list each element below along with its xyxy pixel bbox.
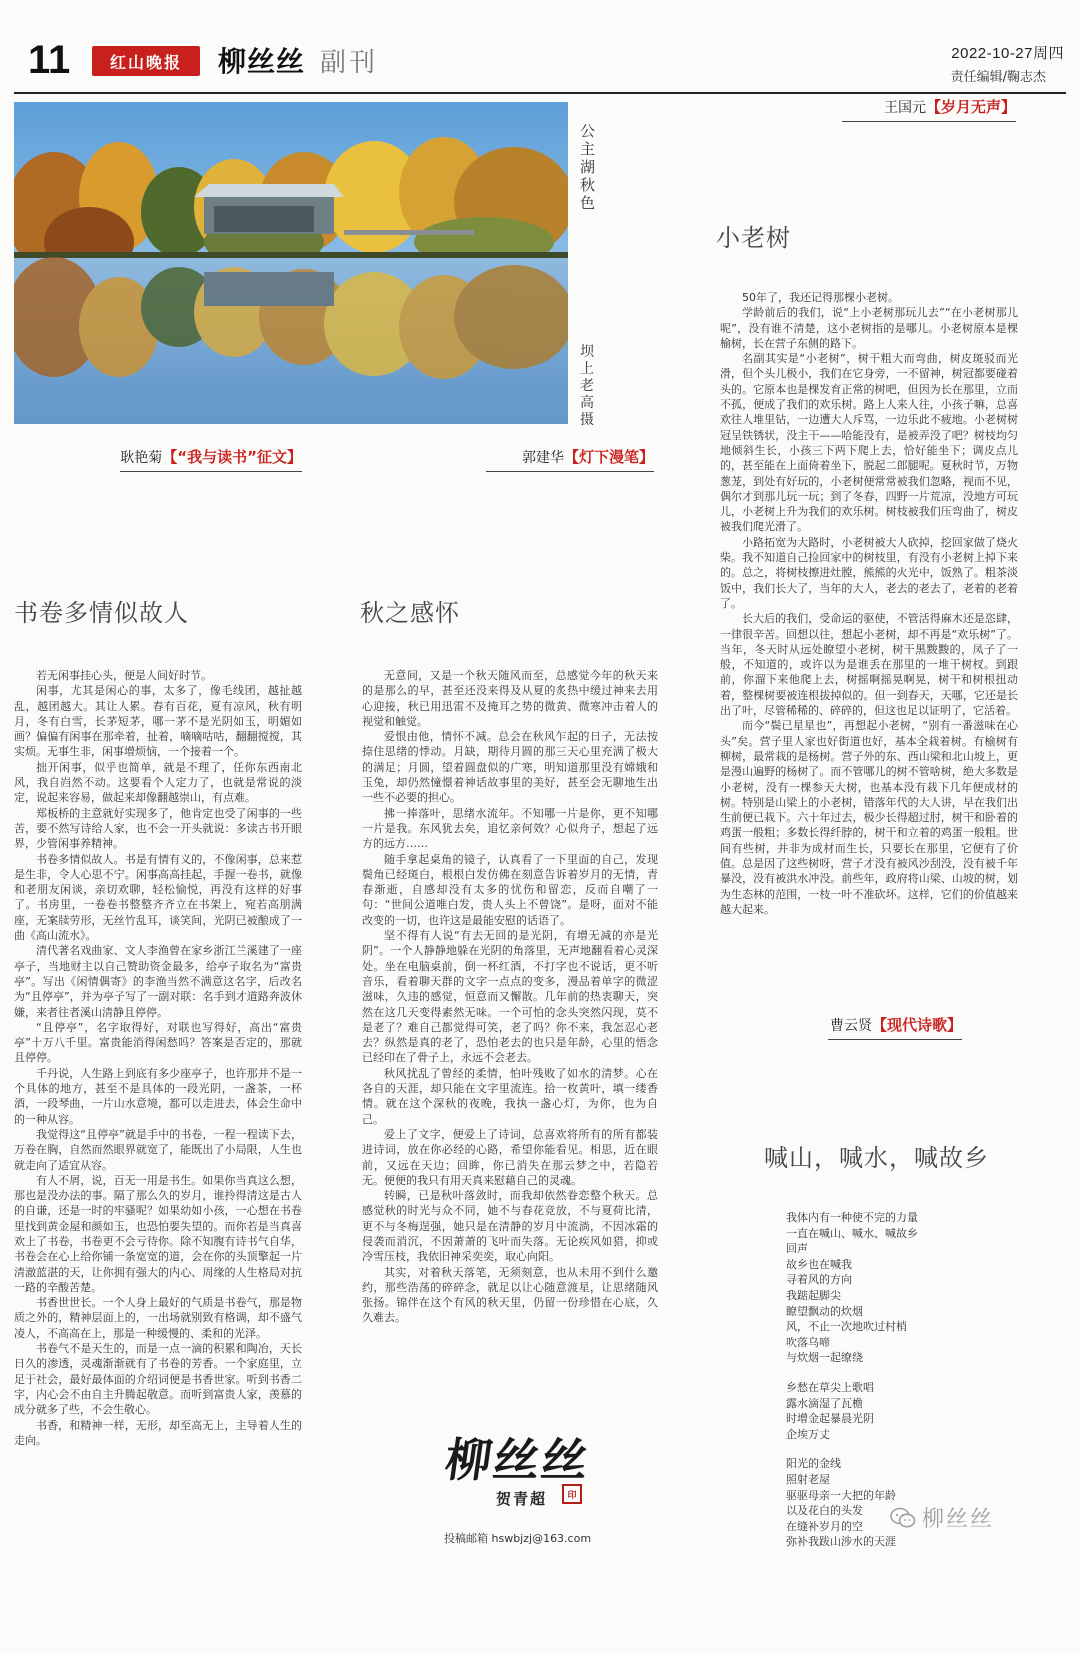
paragraph: 书香世世长。一个人身上最好的气质是书卷气，那是物质之外的，精神层面上的，一出场就别致有格调，却不盛气凌人，不高高在上，那是一种缓慢的、柔和的光泽。 <box>14 1296 302 1340</box>
section-subtitle: 副刊 <box>320 48 379 78</box>
section-title: 柳丝丝 <box>218 45 306 78</box>
paragraph: 学龄前后的我们，说“上小老树那玩儿去”“在小老树那儿呢”，没有谁不清楚，这小老树指的是哪儿。小老树原本是棵榆树，长在营子东侧的路下。 <box>720 306 1018 350</box>
poem-line: 乡愁在草尖上歌唱 <box>786 1380 874 1394</box>
paragraph: 转瞬，已是秋叶落敛时，而我却依然眷恋整个秋天。总感觉秋的时光与众不同，她不与春花竞放，不与夏荷比清，更不与冬梅逞强，她只是在清静的岁月中流淌，不因冰霜的侵袭而消沉，不因萧萧的飞叶而失落。无论疾风如猎，抑或冷雪压枝，我依旧神采奕奕，取心向阳。 <box>362 1189 658 1264</box>
paragraph: 坚不得有人说“有去无回的是光阴，有增无减的亦是光阴”。一个人静静地躲在光阴的角落里，无声地翻看着心灵深处。坐在电脑桌前，倒一杯红酒，不打字也不说话，更不听音乐，看着聊天群的文字一点点的变多，漫品着单字的微涩滋味，久违的感觉，恒意而又懈散。几年前的热衷聊天，突然在这几天变得素然无味。一个可怕的念头突然闪现，莫不是老了？难自己都觉得可笑，老了吗？你不来，我怎忍心老去？纵然是真的老了，恐怕老去的也只是年龄，心里的悟念已经印在了骨子上，永远不会老去。 <box>362 929 658 1065</box>
byline-column: 【灯下漫笔】 <box>563 448 654 466</box>
article-title-autumn: 秋之感怀 <box>360 599 460 627</box>
article-title-little-old-tree: 小老树 <box>716 224 791 252</box>
byline-column: 【“我与读书”征文】 <box>162 448 302 466</box>
paragraph: 秋风扰乱了曾经的柔情，怕叶残败了如水的清梦。心在各自的天涯，却只能在文字里流连。拾一枚黄叶，填一缕香情。就在这个深秋的夜晚，我执一盏心灯，为你，也为自己。 <box>362 1066 658 1126</box>
article-title-poem: 喊山，喊水，喊故乡 <box>764 1144 989 1172</box>
photo-credit: 坝上老高摄 <box>580 344 594 428</box>
paragraph: 随手拿起桌角的镜子，认真看了一下里面的自己，发现鬓角已经斑白，根根白发仿佛在刻意告诉着岁月的无情，青春渐逝，自感却没有太多的忧伤和留恋，反而自嘲了一句：“世间公道唯白发，贵人头上不曾饶”。是呀，面对不能改变的一切，也许这是最能安慰的话语了。 <box>362 852 658 927</box>
header-rule <box>14 92 1066 94</box>
poem-line: 回声 <box>786 1242 808 1256</box>
paragraph: “且停亭”，名字取得好，对联也写得好，高出“富贵亭”十万八千里。富贵能消得闲愁吗？答案是否定的，那就且停停。 <box>14 1020 302 1065</box>
paragraph: 清代著名戏曲家、文人李渔曾在家乡浙江兰溪建了一座亭子，当地财主以自己赞助资金最多，给亭子取名为“富贵亭”。写出《闲情偶寄》的李渔当然不满意这名字，后改名为“且停亭”，并为亭子写了一副对联：名手到才道路奔波休嫌，来者往者溪山清静且停停。 <box>14 944 302 1019</box>
paragraph: 千丹说，人生路上到底有多少座亭子，也许那并不是一个具体的地方，甚至不是具体的一段光阴，一盏茶，一杯酒，一段琴曲，一片山水意境，都可以走进去，体会生命中的一种从容。 <box>14 1066 302 1126</box>
byline-author: 王国元 <box>883 100 926 116</box>
paragraph: 爱上了文字，便爱上了诗词，总喜欢将所有的所有都装进诗词，放在你必经的心路，希望你能看见。相思，近在眼前，又远在天边；回眸，你已消失在那云梦之中，若隐若无。便便的我只有用天真来慰藉自己的灵魂。 <box>362 1127 658 1187</box>
poem-line: 一直在喊山、喊水、喊故乡 <box>786 1226 918 1240</box>
byline-autumn <box>486 446 654 472</box>
poem-stanza <box>786 1210 1016 1366</box>
byline-author: 郭建华 <box>521 450 564 466</box>
article-body-books <box>14 668 302 1550</box>
byline-poem <box>828 1014 962 1040</box>
lake-autumn-photo <box>14 102 568 424</box>
watermark-text: 柳丝丝 <box>922 1507 995 1532</box>
paragraph: 我觉得这“且停亭”就是手中的书卷，一程一程读下去，万卷在胸，自然而然眼界就宽了，能既出了小局限，人生也就走向了适宜从容。 <box>14 1127 302 1172</box>
paragraph: 长大后的我们，受命运的驱使，不管活得麻木还是恣肆，一律很辛苦。回想以往，想起小老树，却不再是“欢乐树”了。当年，冬天时从远处瞭望小老树，树干黑黢黢的，凤子了一般，不知道的，或许以为是谁丢在那里的一堆干树杈。到跟前，你溜下来他爬上去，树摇啊摇晃啊晃，树干和树根扭动着，整棵树要被连根拔掉似的。但一到春天，天哪，它还是长出了叶，尽管稀稀的、碎碎的，但这也足以证明了，它活着。 <box>720 612 1018 718</box>
photo-caption: 公主湖秋色 <box>580 122 596 212</box>
poem-line: 寻着风的方向 <box>786 1273 852 1287</box>
section-calligraphy: 柳丝丝 <box>441 1433 594 1487</box>
paragraph: 有人不屑，说，百无一用是书生。如果你当真这么想，那也是没办法的事。隔了那么久的岁月，谁拎得清这是古人的自谦，还是一时的牢骚呢？如果幼如小孩，一心想在书卷里找到黄金屋和颜如玉，也恐怕要失望的。而你若是当真喜欢上了书卷，书卷更不会亏待你。除不知腹有诗书气自华，书卷会在心上给你铺一条宽宽的道，会在你的头顶擎起一片清澈蓝湛的天，让你拥有强大的内心、周缘的人生格局对抗一路的辛酸苦楚。 <box>14 1173 302 1294</box>
poem-line: 与炊烟一起缭绕 <box>786 1351 863 1365</box>
poem-line: 时增金起暴晨光阴 <box>786 1412 874 1426</box>
page-number: 11 <box>28 38 71 82</box>
paragraph: 拂一捧落叶，思绪水流年。不知哪一片是你，更不知哪一片是我。东风犹去矣，追忆亲何效？心似舟子，想起了远方的远方…… <box>362 806 658 851</box>
article-title-books: 书卷多情似故人 <box>14 599 189 627</box>
byline-column: 【现代诗歌】 <box>871 1016 962 1034</box>
byline-books <box>120 446 302 472</box>
issue-date: 2022-10-27周四 <box>951 45 1064 62</box>
poem-line: 驱驱母亲一大把的年龄 <box>786 1488 896 1502</box>
paragraph: 而今“鬓已星星也”，再想起小老树，“别有一番滋味在心头”矣。营子里人家也好街道也好，基本全栽着树。有榆树有柳树，最常栽的是杨树。营子外的东、西山梁和北山坡上，更是漫山遍野的杨树了。而不管哪儿的树不管啥树，绝大多数是小老树，没有一棵参天大树，也基本没有栽下几年便成材的树。特别是山梁上的小老树，错落年代的大人讲，早在我们出生前便已栽下。六十年过去，极少长得超过肘，树干和卧着的鸡蛋一般粗；多数长得纤脖的，树干和立着的鸡蛋一般粗。世间有些树，并非为成材而生长，只要长在那里，它便有了价值。总是因了这些树呀，营子才没有被风沙刮没，没有被千年暴没，没有被洪水冲没。前些年，政府将山梁、山坡的树，划为生态林的范围，一枝一叶不准砍坏。这样，它们的价值越来越大起来。 <box>720 719 1018 916</box>
byline-author: 曹云贤 <box>829 1018 872 1034</box>
paragraph: 郑板桥的主意就好实现多了，他肯定也受了闲事的一些苦，要不然写诗给人家，也不会一开头就说：多读古书开眼界，少管闲事养精神。 <box>14 806 302 851</box>
paragraph: 书卷多情似故人。书是有情有义的，不像闲事，总来惹是生非，令人心思不宁。闲事高高挂起，手握一卷书，就像和老朋友闲谈，亲切欢聊，轻松愉悦，再没有这样的好事了。书房里，一卷卷书整整齐齐立在书架上，宛若高朋满座，无案牍劳形，无丝竹乱耳，谈笑间，光阴已被酿成了一曲《高山流水》。 <box>14 852 302 943</box>
article-body-autumn <box>362 668 658 1392</box>
poem-line: 露水滴湿了瓦檐 <box>786 1396 863 1410</box>
paragraph: 拙开闲事，似乎也简单，就是不理了，任你东西南北风，我自岿然不动。这要看个人定力了，也就是常说的淡定，说起来容易，做起来却像翻越崇山，有点难。 <box>14 760 302 805</box>
paragraph: 爱恨由他，情怀不减。总会在秋风乍起的日子，无法按捺住思绪的悸动。月缺，期待月圆的那三天心里充满了极大的满足；月圆，望着圆盘似的广寒，明知道那里没有嫦娥和玉兔，却仍然憧憬着神话故事里的美好，甚至会无聊地生出一些不必要的担心。 <box>362 730 658 805</box>
paragraph: 名副其实是“小老树”，树干粗大而弯曲，树皮斑驳而光滑，但个头儿极小，我们在它身旁，一不留神，树冠都要碰着头的。它原本也是棵发育正常的树吧，但因为长在那里，立而不孤，便成了我们的欢乐树。路上人来人往，小孩子嘛，总喜欢往人堆里钻，一边遭大人斥骂，一边乐此不疲地。小老树树冠呈铁锈状，没主干——哈能没有，是被弄没了吧？树枝均匀地倾斜生长，小孩三下两下爬上去，恰好能坐下；调皮点儿的，甚至能在上面倚着坐下，脱起二郎腿呢。夏秋时节，万物葱茏，到处有好玩的，小老树便常常被我们忽略，视而不见，偶尔才到那儿玩一玩；到了冬春，四野一片荒凉，没地方可玩儿，小老树上升为我们的欢乐树。树枝被我们压弯曲了，树皮被我们爬光滑了。 <box>720 352 1018 534</box>
paragraph: 50年了，我还记得那棵小老树。 <box>742 291 899 304</box>
poem-line: 弥补我跋山涉水的天涯 <box>786 1535 896 1549</box>
paragraph: 若无闲事挂心头，便是人间好时节。 <box>36 669 212 682</box>
poem-line: 风，不止一次地吹过村梢 <box>786 1320 907 1334</box>
article-body-little-old-tree <box>720 290 1018 1010</box>
seal-stamp: 印 <box>562 1484 582 1504</box>
byline-little-old-tree <box>842 96 1016 122</box>
poem-line: 企埃万丈 <box>786 1427 830 1441</box>
poem-line: 我踮起脚尖 <box>786 1288 841 1302</box>
calligrapher-signature: 贺青超 <box>496 1490 548 1508</box>
poem-line: 照射老屋 <box>786 1472 830 1486</box>
poem-line: 在缝补岁月的空 <box>786 1519 863 1533</box>
paragraph: 无意间，又是一个秋天随风而至，总感觉今年的秋天来的是那么的早，甚至还没来得及从夏的炙热中缓过神来去用心迎接，秋已用迅雷不及掩耳之势的微黄、微寒冲击着人的视觉和触觉。 <box>362 669 658 728</box>
byline-column: 【岁月无声】 <box>925 98 1016 116</box>
wechat-icon <box>890 1507 916 1529</box>
poem-line: 故乡也在喊我 <box>786 1257 852 1271</box>
submission-email: 投稿邮箱 hswbjzj@163.com <box>444 1532 592 1545</box>
poem-line: 瞭望飘动的炊烟 <box>786 1304 863 1318</box>
poem-stanza <box>786 1380 1016 1442</box>
paragraph: 其实，对着秋天落笔，无须刻意，也从未用不到什么邀约，那些浩荡的碎碎念，就足以让心随意渡星，让思绪随风张扬。锦伴在这个有风的秋天里，仍留一份珍惜在心底，久久难去。 <box>362 1265 658 1325</box>
poem-line: 我体内有一种使不完的力量 <box>786 1211 918 1224</box>
paragraph: 书卷气不是天生的，而是一点一滴的积累和陶冶，天长日久的渗透，灵魂渐渐就有了书卷的芳香。一个家庭里，立足于社会，最好最体面的介绍词便是书香世家。听到书香二字，内心会不由自主升腾起敬意。而听到富贵人家，羡慕的成分就多了些，不会生敬心。 <box>14 1342 302 1417</box>
poem-line: 以及花白的头发 <box>786 1504 863 1518</box>
poem-line: 吹落乌啼 <box>786 1335 830 1349</box>
newspaper-logo: 红山晚报 <box>92 46 200 76</box>
paragraph: 书香，和精神一样，无形，却至高无上，主导着人生的走向。 <box>14 1418 302 1447</box>
paragraph: 闲事，尤其是闲心的事，太多了，像毛线团，越扯越乱，越团越大。其让人累。春有百花，夏有凉风，秋有明月，冬有白雪，长茅短茅，哪一茅不是光阴如玉，明媚如画？偏偏有闲事在那牵着，扯着，嘀嘀咕咕，翻翻搅搅，其实烦。无事生非，闲事增烦恼，一个接着一个。 <box>14 684 302 759</box>
poem-body <box>786 1210 1016 1550</box>
poem-line: 阳光的金线 <box>786 1457 841 1471</box>
byline-author: 耿艳菊 <box>120 450 163 466</box>
responsible-editor: 责任编辑/鞠志杰 <box>950 70 1046 85</box>
paragraph: 小路拓宽为大路时，小老树被大人砍掉，挖回家做了烧火柴。我不知道自己捡回家中的树枝里，有没有小老树上掉下来的。总之，将树枝擦进灶膛，熊熊的火光中，饭熟了。粗茶淡饭中，我们长大了，当年的大人，老去的老去了，老着的老着了。 <box>720 535 1018 610</box>
